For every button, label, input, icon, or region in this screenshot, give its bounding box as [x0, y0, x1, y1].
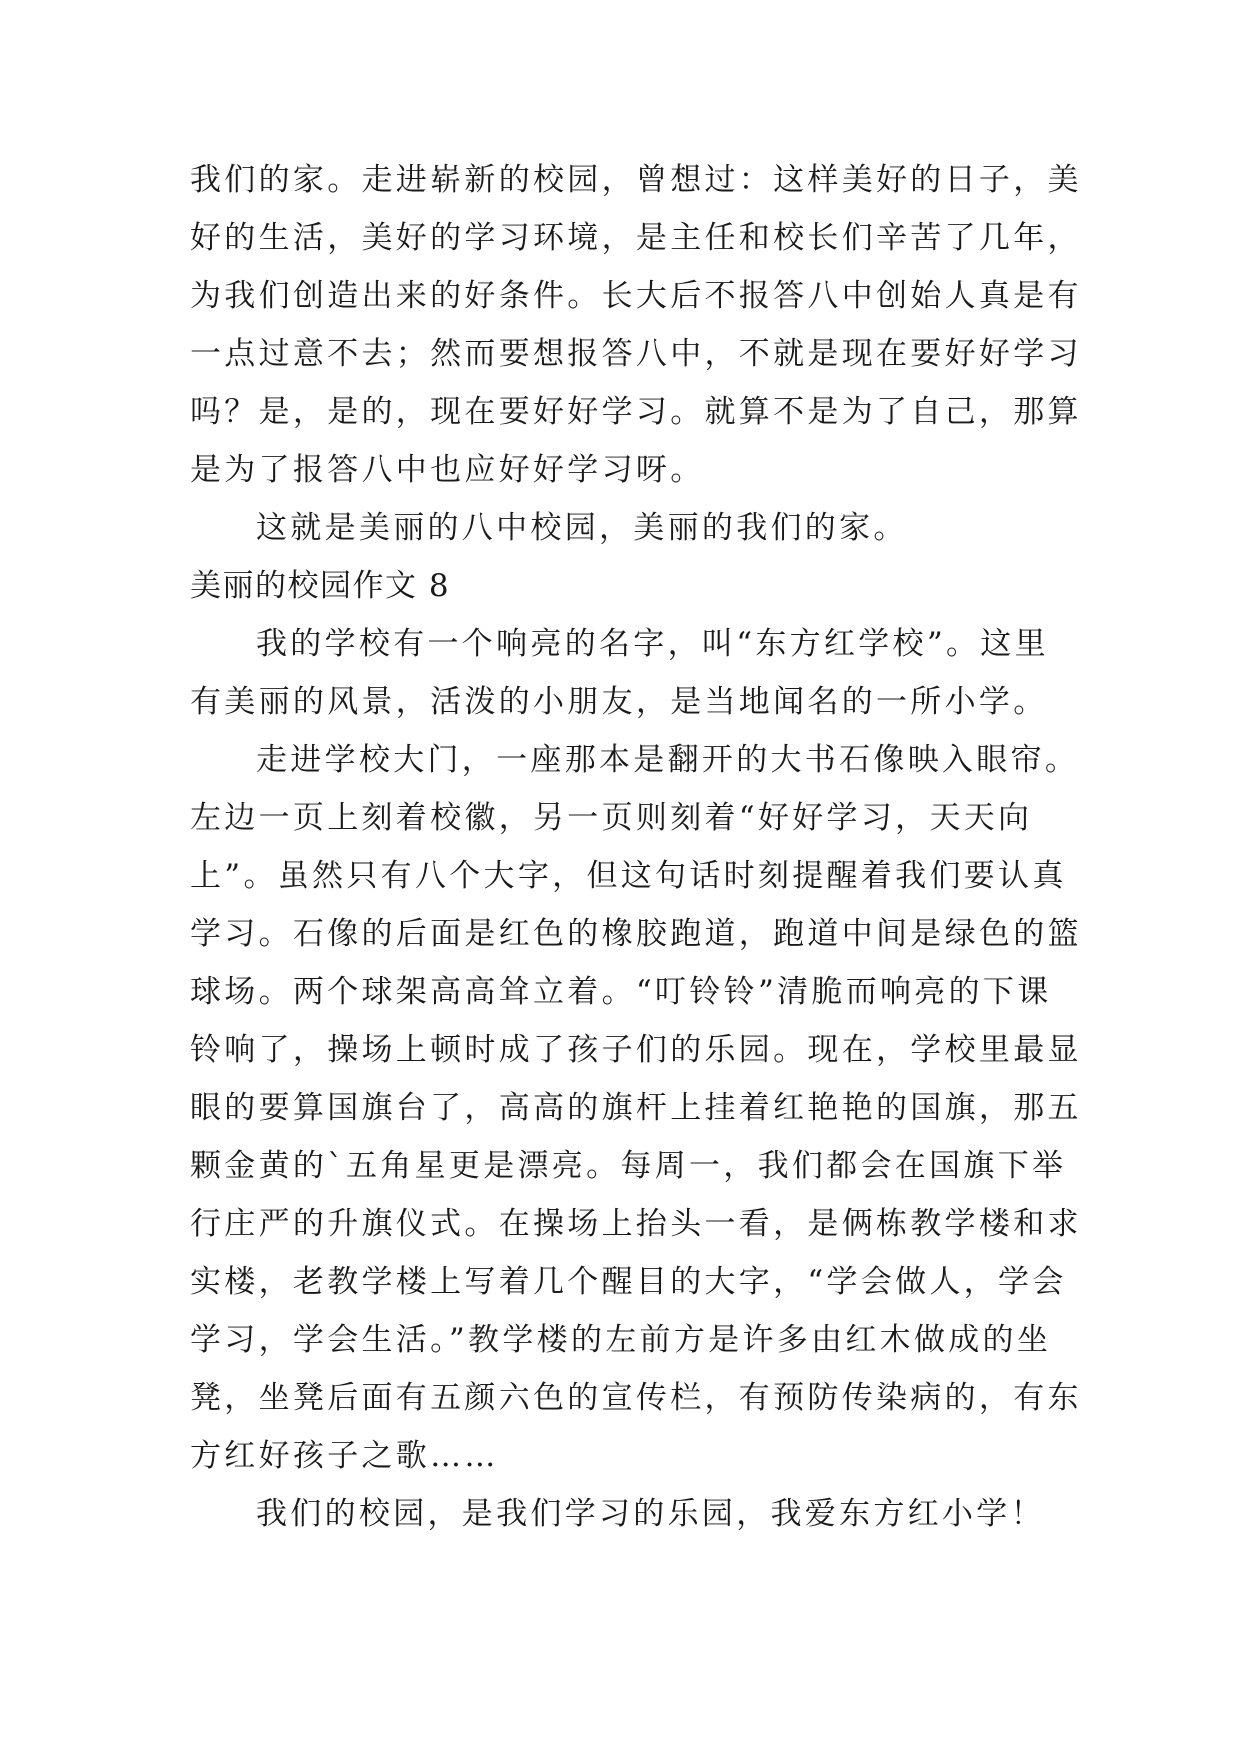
paragraph-line: 好的生活，美好的学习环境，是主任和校长们辛苦了几年， [190, 220, 1082, 256]
paragraph-line: 凳，坐凳后面有五颜六色的宣传栏，有预防传染病的，有东 [190, 1380, 1082, 1416]
paragraph-line: 走进学校大门，一座那本是翻开的大书石像映入眼帘。 [256, 742, 1080, 778]
paragraph-line: 上”。虽然只有八个大字，但这句话时刻提醒着我们要认真 [190, 858, 1067, 894]
essay-heading: 美丽的校园作文 8 [190, 568, 451, 604]
paragraph-line: 我们的校园，是我们学习的乐园，我爱东方红小学！ [256, 1496, 1045, 1532]
paragraph-line: 我的学校有一个响亮的名字，叫“东方红学校”。这里 [256, 626, 1049, 662]
paragraph-line: 一点过意不去；然而要想报答八中，不就是现在要好好学习 [190, 336, 1082, 372]
paragraph-line: 我们的家。走进崭新的校园，曾想过：这样美好的日子，美 [190, 162, 1082, 198]
paragraph-line: 为我们创造出来的好条件。长大后不报答八中创始人真是有 [190, 278, 1082, 314]
paragraph-line: 方红好孩子之歌…… [190, 1438, 499, 1474]
paragraph-line: 行庄严的升旗仪式。在操场上抬头一看，是俩栋教学楼和求 [190, 1206, 1082, 1242]
paragraph-line: 颗金黄的`五角星更是漂亮。每周一，我们都会在国旗下举 [190, 1148, 1067, 1184]
paragraph-line: 学习，学会生活。”教学楼的左前方是许多由红木做成的坐 [190, 1322, 1052, 1358]
paragraph-line: 左边一页上刻着校徽，另一页则刻着“好好学习，天天向 [190, 800, 1033, 836]
paragraph-line: 眼的要算国旗台了，高高的旗杆上挂着红艳艳的国旗，那五 [190, 1090, 1082, 1126]
paragraph-line: 吗？是，是的，现在要好好学习。就算不是为了自己，那算 [190, 394, 1082, 430]
paragraph-line: 这就是美丽的八中校园，美丽的我们的家。 [256, 510, 908, 546]
paragraph-line: 学习。石像的后面是红色的橡胶跑道，跑道中间是绿色的篮 [190, 916, 1082, 952]
paragraph-line: 有美丽的风景，活泼的小朋友，是当地闻名的一所小学。 [190, 684, 1048, 720]
paragraph-line: 球场。两个球架高高耸立着。“叮铃铃”清脆而响亮的下课 [190, 974, 1052, 1010]
paragraph-line: 是为了报答八中也应好好学习呀。 [190, 452, 705, 488]
paragraph-line: 实楼，老教学楼上写着几个醒目的大字，“学会做人，学会 [190, 1264, 1067, 1300]
paragraph-line: 铃响了，操场上顿时成了孩子们的乐园。现在，学校里最显 [190, 1032, 1082, 1068]
